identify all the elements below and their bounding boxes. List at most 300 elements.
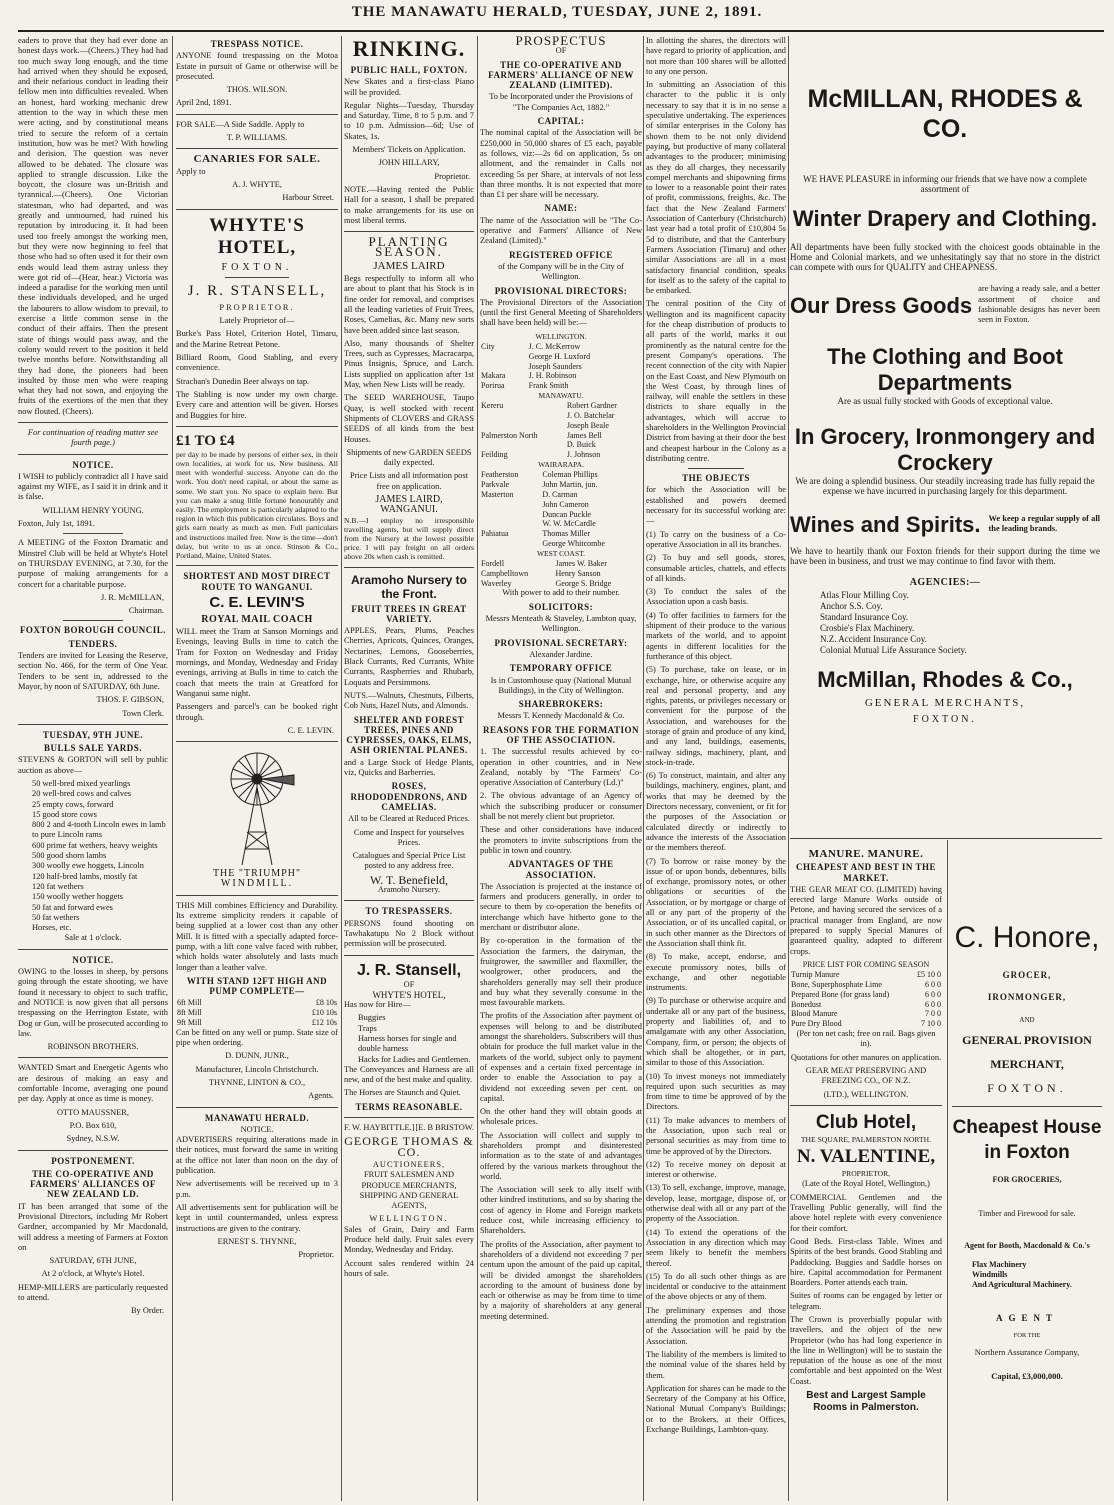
honore-title: C. Honore, bbox=[954, 921, 1100, 954]
director-name: Frank Smith bbox=[528, 381, 569, 391]
object-item: (15) To do all such other things as are incidental or conducive to the attainment of the above objects or any of them. bbox=[646, 1271, 786, 1302]
mill-size: 6ft Mill bbox=[177, 998, 202, 1008]
benfield-place: Aramoho Nursery. bbox=[377, 885, 441, 895]
route-heading: SHORTEST AND MOST DIRECT ROUTE TO WANGANUI. bbox=[183, 571, 331, 592]
laird-name: JAMES LAIRD, bbox=[375, 493, 443, 505]
table-row bbox=[480, 529, 642, 539]
laird-name: JAMES LAIRD bbox=[373, 259, 445, 272]
table-row bbox=[790, 980, 942, 990]
incorporated-text: To be Incorporated under the Provisions of "The Companies Act, 1882." bbox=[489, 92, 633, 112]
wanted-address: P.O. Box 610, bbox=[69, 1120, 117, 1130]
agency-item: Standard Insurance Coy. bbox=[820, 612, 909, 623]
valentine-late: (Late of the Royal Hotel, Wellington,) bbox=[802, 1179, 930, 1189]
advantages-text: The Association will collect and supply to shareholders prompt and disinterested information as to the state of and advantages offered by the various markets throughout the world. bbox=[480, 1130, 642, 1181]
article-text: eaders to prove that they had ever done an honest days work.—(Cheers.) They had had too much sway long enough, and the time had arrived when they should be exposed, and their nefarious conduct in leading their fellow men into difficulties revealed. When an honest, hard working mechanic drew attention to the way in which these men were acting, and by constitutional means tried to secure the reform of a certain institution, how was he met? With howling and derision. The question was never allowed to be debated. The closure was applied to strangle discussion. Like the boycott, the closure was un-British and tyrannical.—(Cheers). One Victorian statesman, who had departed, and was greatly and unmourned, had ruined his reputation by introducing it. It had been used too freely amongst the working men, but they were now beginning to feel that those who had so often used it for their own ends would lead them astray unless they were got rid of—(Hear, hear.) Victoria was indeed a paradise for the working men until these individuals developed, and he urged the labourers to allow wisdom to prevail, to exercise a little common sense in the conduct of their affairs. Then the present state of things would pass away, and the colony would revert to the position it held twelve months before. Notwithstanding all they had done, the pioneers had been insulted by those men who were reaping what they had not sown, and enjoying the fruits of the exertions of the men that they now flouted. (Cheers). bbox=[18, 36, 168, 416]
reasons-text: 2. The obvious advantage of an Agency of which the subscribing producer or consumer shall be not merely client but proprietor. bbox=[480, 791, 642, 822]
hall-heading: PUBLIC HALL, FOXTON. bbox=[350, 65, 468, 75]
whytes-label: WHYTE'S HOTEL, bbox=[372, 989, 446, 1000]
wines-row bbox=[790, 511, 1100, 538]
table-row bbox=[480, 401, 642, 411]
money-text: per day to be made by persons of either sex, in their own localities, at work for us. New business. All meet with wonderful success. Anyone can do the work. You don't need capital, or about the same as some. We start you. No space to explain here. But you can make a snug little fortune honourably and easily. The employment is particularly adapted to the region in which this publication circulates. Boys and girls earn nearly as much as men. Full particulars and instructions mailed free. Now is the time—don't delay, but write to us at once. Stinson & Co., Portland, Maine, United States. bbox=[176, 449, 338, 561]
merchant-label: MERCHANT, bbox=[990, 1057, 1064, 1072]
cheapest-heading: CHEAPEST AND BEST IN THE MARKET. bbox=[795, 862, 937, 883]
foxton-label: FOXTON. bbox=[987, 1081, 1067, 1096]
grocery-text: We are doing a splendid business. Our steadily increasing trade has fully repaid the expense we have incurred in purchasing largely for this department. bbox=[795, 475, 1095, 497]
trespass-date: April 2nd, 1891. bbox=[176, 98, 232, 108]
agent-label: AGENT bbox=[995, 1312, 1058, 1323]
advantages-text: By co-operation in the formation of the Association the farmers, the dairyman, the fruitgrower, the sawmiller and flaxmiller, the woolgrower, other producers, and the shareholders generally may sell their produce and buy what they severally consume in the most favourable markets. bbox=[480, 936, 642, 1008]
tenders-text: Tenders are invited for Leasing the Reserve, section No. 466, for the term of One Year. Tenders to be sent in, addressed to the Mayor, by noon of SATURDAY, 6th June. bbox=[18, 651, 168, 691]
table-row bbox=[480, 450, 642, 460]
partners-line bbox=[344, 1123, 474, 1133]
postponement-text: IT has been arranged that some of the Provisional Directors, including Mr Robert Gardner, accompanied by Mr Macdonald, will address a meeting of Farmers at Foxton on bbox=[18, 1201, 168, 1252]
divider bbox=[18, 454, 168, 455]
levin-title: C. E. LEVIN'S bbox=[209, 593, 305, 611]
trespassers-text: PERSONS found shooting on Tawhakatupu No 2 Block without permission will be prosecuted. bbox=[344, 918, 474, 949]
director-place: Waverley bbox=[481, 578, 512, 588]
sale-place: BULLS SALE YARDS. bbox=[43, 743, 143, 754]
office-heading: REGISTERED OFFICE bbox=[509, 249, 613, 260]
meeting-signature: J. R. McMILLAN, bbox=[100, 592, 164, 602]
sale-item: Horses, etc. bbox=[32, 923, 72, 933]
director-name: Coleman Phillips bbox=[542, 470, 598, 480]
sale-date: TUESDAY, 9TH JUNE. bbox=[42, 729, 144, 740]
benfield-name: W. T. Benefield, bbox=[369, 872, 449, 887]
catalogues-text: Catalogues and Special Price List posted to any address free. bbox=[352, 851, 466, 871]
director-place: Fordell bbox=[481, 559, 505, 569]
rink-nights: Regular Nights—Tuesday, Thursday and Saturday. Time, 8 to 5 p.m. and 7 to 10 p.m. Admission—6d; Use of Skates, 1s. bbox=[344, 100, 474, 141]
region-heading: MANAWATU. bbox=[538, 391, 584, 400]
windmill-title: WINDMILL. bbox=[220, 878, 294, 890]
divider bbox=[176, 1107, 338, 1108]
manure-item: Blood Manure bbox=[791, 1009, 838, 1019]
director-place: Palmerston North bbox=[481, 430, 538, 440]
mill-price: £10 10s bbox=[311, 1008, 337, 1018]
proprietor-name: J. R. STANSELL, bbox=[187, 282, 327, 299]
coach-text: WILL meet the Tram at Sanson Mornings and Evenings, leaving Bulls in time to catch the Tram for Foxton on Wednesday and Friday mornings, and Monday, Wednesday and Friday evenings, arriving at Bulls in time to catch the coach that meets the train at Greatford for Wanganui same night. bbox=[176, 627, 338, 698]
hillary-name: JOHN HILLARY, bbox=[378, 158, 440, 168]
divider bbox=[18, 1150, 168, 1151]
thynne-role: Agents. bbox=[308, 1091, 334, 1101]
director-place bbox=[480, 440, 566, 450]
sale-item: 25 empty cows, forward bbox=[32, 799, 114, 809]
table-row bbox=[480, 421, 642, 431]
hotel-town: FOXTON. bbox=[221, 261, 293, 273]
office-text: of the Company will be in the City of Wellington. bbox=[498, 261, 624, 282]
per-ton-text: (Per ton net cash; free on rail. Bags given in). bbox=[796, 1029, 936, 1049]
table-row bbox=[480, 519, 642, 529]
notice-date: Foxton, July 1st, 1891. bbox=[18, 519, 95, 529]
temp-office-text: Is in Customhouse quay (National Mutual Buildings), in the City of Wellington. bbox=[490, 675, 632, 695]
of-label: OF bbox=[555, 46, 567, 56]
manure-item: Turnip Manure bbox=[791, 970, 840, 980]
terms-heading: TERMS REASONABLE. bbox=[355, 1101, 463, 1112]
director-name: John Martin, jun. bbox=[542, 480, 598, 490]
timber-label: Timber and Firewood for sale. bbox=[978, 1209, 1076, 1219]
column-divider bbox=[477, 36, 478, 1501]
reasons-text: 1. The successful results achieved by co-operation in other countries, and in New Zealand, notably by "The Farmers' Co-operative Association of Canterbury (Ld.)" bbox=[480, 747, 642, 788]
honore-advert bbox=[952, 920, 1102, 1490]
notice-signature: ROBINSON BROTHERS. bbox=[47, 1042, 139, 1052]
stansell-title: J. R. Stansell, bbox=[356, 961, 462, 979]
director-name: W. W. McCardle bbox=[542, 519, 596, 529]
postponement-heading: POSTPONEMENT. bbox=[51, 1155, 135, 1166]
fitted-text: Can be fitted on any well or pump. State size of pipe when ordering. bbox=[176, 1027, 338, 1048]
prelim-text: The preliminary expenses and those attending the promotion and registration of the Association will be paid by the Association. bbox=[646, 1305, 786, 1346]
mill-size: 9ft Mill bbox=[177, 1017, 202, 1027]
objects-text: for which the Association will be established and powers deemed necessary for its successful working are:— bbox=[646, 485, 786, 526]
sales-text: Sales of Grain, Dairy and Farm Produce held daily. Fruit sales every Monday, Wednesday and Friday. bbox=[344, 1224, 474, 1255]
object-item: (3) To conduct the sales of the Association upon a cash basis. bbox=[646, 587, 786, 607]
divider bbox=[18, 724, 168, 725]
gear-company-sub: (LTD.), WELLINGTON. bbox=[823, 1089, 909, 1099]
mill-price-table bbox=[176, 998, 338, 1027]
sale-item: 50 fat and forward ewes bbox=[32, 902, 113, 912]
northern-label: Northern Assurance Company, bbox=[974, 1347, 1080, 1358]
object-item: (10) To invest moneys not immediately required upon such securities as may from time to time be approved of by the Directors. bbox=[646, 1071, 786, 1112]
fruit-heading: FRUIT TREES IN GREAT VARIETY. bbox=[351, 603, 467, 624]
meeting-role: Chairman. bbox=[128, 606, 164, 616]
column-divider bbox=[341, 36, 342, 1501]
director-name: D. Buick bbox=[566, 440, 596, 450]
director-place: Makara bbox=[481, 371, 506, 381]
square-label: THE SQUARE, PALMERSTON NORTH. bbox=[800, 1134, 932, 1144]
canaries-signature: A. J. WHYTE, bbox=[232, 179, 282, 189]
table-row bbox=[480, 539, 642, 549]
director-name: D. Carman bbox=[542, 489, 578, 499]
wines-title: Wines and Spirits. bbox=[790, 511, 981, 537]
object-item: (13) To sell, exchange, improve, manage, develop, lease, mortgage, dispose of, or otherwise deal with all or any part of the property of the Association. bbox=[646, 1183, 786, 1224]
applications-text: Application for shares can be made to the Secretary of the Company at his Office, National Mutual Company's Buildings; or to the Brokers, at their Offices, Exchange Buildings, Lambton-quay. bbox=[646, 1383, 786, 1434]
manure-price: 7 10 0 bbox=[921, 1019, 941, 1029]
director-name: J. C. McKerrow bbox=[528, 342, 581, 352]
notice-heading: NOTICE. bbox=[72, 459, 114, 470]
beds-text: Good Beds. First-class Table. Wines and Spirits of the best brands. Good Stabling and Paddocking. Buggies and Saddle horses on hire. Capital accommodation for Permanent Boarders. Porter attends each train. bbox=[790, 1236, 942, 1288]
meeting-text: A MEETING of the Foxton Dramatic and Minstrel Club will be held at Whyte's Hotel on THURSDAY EVENING, at 7.30, for the purpose of making arrangements for a concert for a charitable purpose. bbox=[18, 538, 168, 589]
herald-notice: NOTICE. bbox=[240, 1124, 274, 1134]
fruit-text: APPLES, Pears, Plums, Peaches Cherries, Apricots, Quinces, Oranges, Nectarines, Lemons, Gooseberries, Black Currants, Red Currants, White Currants, Raspberries and Rhubarb, Loquats and Persimmons. bbox=[344, 626, 474, 687]
notice-text: I WISH to publicly contradict all I have said against my WIFE, as I said it in drink and it is false. bbox=[18, 471, 168, 502]
divider bbox=[176, 114, 338, 115]
divider bbox=[18, 949, 168, 950]
shelter-text: Also, many thousands of Shelter Trees, such as Cypresses, Macracarpa, Pinus Insignis, Spruce, and Larch. Lists supplied on application after 1st May, when New Lists will be ready. bbox=[344, 338, 474, 390]
clothing-title: The Clothing and Boot Departments bbox=[827, 343, 1063, 395]
brokers-heading: SHAREBROKERS: bbox=[518, 699, 604, 710]
directors-heading: PROVISIONAL DIRECTORS: bbox=[494, 285, 628, 296]
fruit-sales-text: FRUIT SALESMEN AND PRODUCE MERCHANTS, SHIPPING AND GENERAL AGENTS, bbox=[359, 1170, 459, 1211]
object-item: (8) To make, accept, endorse, and execute promissory notes, bills of exchange, and other negotiable instruments. bbox=[646, 952, 786, 993]
for-the-label: FOR THE bbox=[1013, 1331, 1041, 1339]
agency-item: Anchor S.S. Coy. bbox=[820, 601, 883, 612]
dress-title: Our Dress Goods bbox=[790, 292, 973, 318]
mill-price: £8 10s bbox=[315, 998, 337, 1008]
booth-agent: Agent for Booth, Macdonald & Co.'s bbox=[964, 1241, 1090, 1251]
table-row bbox=[480, 480, 642, 490]
dunn-address: Manufacturer, Lincoln Christchurch. bbox=[195, 1064, 319, 1074]
column-divider bbox=[172, 36, 173, 1501]
table-row bbox=[790, 990, 942, 1000]
table-row bbox=[176, 1008, 338, 1018]
divider bbox=[18, 422, 168, 423]
director-place: Feilding bbox=[481, 450, 508, 460]
director-place bbox=[480, 352, 528, 362]
suites-text: Suites of rooms can be engaged by letter or telegram. bbox=[790, 1291, 942, 1311]
reasons-text: These and other considerations have induced the promoters to invite subscriptions from the public in town and country. bbox=[480, 825, 642, 855]
divider bbox=[176, 565, 338, 566]
director-name: George H. Luxford bbox=[528, 351, 591, 361]
divider bbox=[176, 148, 338, 149]
manure-title: MANURE. MANURE. bbox=[808, 848, 924, 860]
tenders-role: Town Clerk. bbox=[122, 708, 164, 718]
billiard-text: Billiard Room, Good Stabling, and every convenience. bbox=[176, 353, 338, 373]
object-item: (9) To purchase or otherwise acquire and undertake all or any part of the business, property and liabilities of, and to amalgamate with any other Association, Company, firm, or person; the objects of which shall be altogether, or in part, similar to those of this Association. bbox=[646, 996, 786, 1068]
triumph-title: THE "TRIUMPH" bbox=[212, 868, 302, 880]
dress-text: are having a ready sale, and a better assortment of choice and fashionable designs has never been seen in Foxton. bbox=[978, 284, 1100, 325]
sale-time: Sale at 1 o'clock. bbox=[64, 933, 122, 943]
lately-text: Burke's Pass Hotel, Criterion Hotel, Timaru, and the Marine Retreat Petone. bbox=[176, 329, 338, 349]
stabling-text: The Stabling is now under my own charge. Every care and attention will be given. Horses and Buggies for hire. bbox=[176, 389, 338, 420]
directors-table bbox=[480, 470, 642, 548]
divider bbox=[344, 231, 474, 232]
cheapest-title: Cheapest House in Foxton bbox=[952, 1116, 1102, 1163]
prospectus-title: PROSPECTUS bbox=[515, 36, 607, 48]
accounts-text: Account sales rendered within 24 hours of sale. bbox=[344, 1258, 474, 1278]
sale-item: 300 woolly ewe hoggets, Lincoln bbox=[32, 861, 144, 871]
divider bbox=[225, 277, 290, 278]
manure-price: 6 0 0 bbox=[925, 989, 941, 999]
postponement-subheading: THE CO-OPERATIVE AND FARMERS' ALLIANCES OF NEW ZEALAND LD. bbox=[30, 1168, 156, 1200]
aramoho-title: Aramoho Nursery to the Front. bbox=[350, 572, 468, 601]
coach-signature: C. E. LEVIN. bbox=[287, 725, 334, 735]
divider bbox=[63, 533, 123, 534]
manure-price: 6 0 0 bbox=[925, 999, 941, 1009]
rink-text: New Skates and a first-class Piano will be provided. bbox=[344, 77, 474, 97]
table-row bbox=[480, 431, 642, 441]
postponement-signature: By Order. bbox=[130, 1306, 164, 1316]
column-divider bbox=[788, 36, 789, 1501]
manure-item: Bonedust bbox=[791, 999, 822, 1009]
agency-item: Atlas Flour Milling Coy. bbox=[820, 590, 909, 601]
coach-parcels: Passengers and parcel's can be booked right through. bbox=[176, 702, 338, 722]
crown-text: The Crown is proverbially popular with travellers, and the object of the new Proprietor (who has had long experience in the line in Wellington) will be to sustain the reputation of the house as one of the most comfortable and best appointed on the West Coast. bbox=[790, 1314, 942, 1386]
mcmillan-advert bbox=[790, 36, 1100, 836]
table-row bbox=[790, 1019, 942, 1029]
nuts-text: NUTS.—Walnuts, Chestnuts, Filberts, Cob Nuts, Hazel Nuts, and Almonds. bbox=[344, 690, 474, 711]
director-name: Joseph Saunders bbox=[528, 361, 582, 371]
object-item: (11) To make advances to members of the Association, upon such real or personal securities as may from time to time be approved of by the Directors. bbox=[646, 1115, 786, 1156]
mcmillan-title: McMILLAN, RHODES & CO. bbox=[807, 85, 1083, 143]
sale-item: 20 well-bred cows and calves bbox=[32, 789, 132, 799]
coop-heading: THE CO-OPERATIVE AND FARMERS' ALLIANCE OF NEW ZEALAND (LIMITED). bbox=[488, 59, 634, 91]
column-5 bbox=[646, 36, 786, 1501]
gear-text: THE GEAR MEAT CO. (LIMITED) having erected large Manure Works outside of Petone, and having secured the services of a practical manager from England, are now prepared to supply Special Manures of guaranteed quality, adapted to different crops. bbox=[790, 884, 942, 956]
advantages-text: The profits of the Association, after payment to shareholders of a dividend not exceeding 7 per centum upon the amount of the paid up capital, will be divided amongst the shareholders according to the amount of business done by each or otherwise as may be from time to time by a majority of shareholders at any general meeting determined. bbox=[480, 1239, 642, 1321]
divider bbox=[176, 741, 338, 742]
herald-text: ADVERTISERS requiring alterations made in their notices, must forward the same in writing at the office not later than noon on the day of publication. bbox=[176, 1135, 338, 1176]
wellington-label: WELLINGTON. bbox=[369, 1214, 449, 1224]
director-place bbox=[480, 519, 541, 529]
director-name: John Cameron bbox=[542, 499, 589, 509]
table-row bbox=[176, 1018, 338, 1028]
valentine-text: COMMERCIAL Gentlemen and the Travelling Public generally, will find the above hotel replete with every convenience for their comfort. bbox=[790, 1192, 942, 1233]
sample-rooms: Best and Largest Sample Rooms in Palmerston. bbox=[806, 1390, 926, 1414]
object-item: (5) To purchase, take on lease, or in exchange, hire, or otherwise acquire any real and personal property, and any rights, patents, or privileges necessary or convenient for the purpose of the Association, and warehouses for the storage of grain and produce of any kind, and any land, buildings, easements, railway sidings, machinery, plant, and stock-in-trade. bbox=[646, 665, 786, 767]
director-place: Campbelltown bbox=[481, 568, 529, 578]
manure-price: 6 0 0 bbox=[925, 980, 941, 990]
dress-row bbox=[790, 284, 1100, 325]
money-heading: £1 TO £4 bbox=[176, 432, 235, 449]
divider bbox=[344, 955, 474, 956]
auctioneers-label: AUCTIONEERS, bbox=[372, 1159, 446, 1169]
object-item: (7) To borrow or raise money by the issue of or upon bonds, debentures, bills of exchange, promissory notes, or other obligations or securities of the Association, or by mortgage or charge of all or any part of the property of the Association, or of its uncalled capital, or in such other manner as the Directors of the Association shall think fit. bbox=[646, 856, 786, 948]
name-heading: NAME: bbox=[544, 203, 578, 214]
general-provision: GENERAL PROVISION bbox=[962, 1032, 1092, 1047]
canaries-apply: Apply to bbox=[176, 166, 206, 176]
manure-price: £5 10 0 bbox=[917, 970, 941, 980]
director-name: Joseph Beale bbox=[566, 420, 609, 430]
column-1 bbox=[18, 36, 168, 1501]
winter-title: Winter Drapery and Clothing. bbox=[792, 205, 1098, 231]
mcmillan-sig: McMillan, Rhodes & Co., bbox=[817, 667, 1073, 693]
horses-text: The Horses are Staunch and Quiet. bbox=[344, 1088, 461, 1098]
masthead-rule bbox=[18, 30, 1104, 32]
director-name: J. Johnson bbox=[566, 450, 601, 460]
director-place: Featherston bbox=[481, 470, 519, 480]
section-rule bbox=[790, 838, 1102, 839]
director-name: George S. Bridge bbox=[555, 578, 612, 588]
trespass-heading: TRESPASS NOTICE. bbox=[210, 39, 304, 49]
solicitors-text: Messrs Menteath & Staveley, Lambton quay, Wellington. bbox=[485, 614, 637, 634]
sale-item: 50 well-bred mixed yearlings bbox=[32, 779, 131, 788]
sale-item: 600 prime fat wethers, heavy weights bbox=[32, 840, 158, 850]
rink-note: NOTE.—Having rented the Public Hall for a season, I shall be prepared to make arrangements for its use on most liberal terms. bbox=[344, 184, 474, 225]
object-item: (12) To receive money on deposit at interest or otherwise. bbox=[646, 1159, 786, 1180]
mill-text: THIS Mill combines Efficiency and Durability. Its extreme simplicity renders it capable of being supplied at a lower cost than any other Mill. It is fitted with a specially adapted force-pump, with a lift cone valve faced with rubber, which holds water absolutely and lasts much longer than a leather valve. bbox=[176, 900, 338, 972]
capital-label: Capital, £3,000,000. bbox=[991, 1371, 1063, 1382]
agricultural-label: And Agricultural Machinery. bbox=[972, 1280, 1072, 1290]
beer-text: Strachan's Dunedin Beer always on tap. bbox=[176, 376, 310, 386]
temp-office-heading: TEMPORARY OFFICE bbox=[509, 663, 613, 674]
trespass-text: ANYONE found trespassing on the Motoa Estate in pursuit of Game or otherwise will be prosecuted. bbox=[176, 51, 338, 81]
herald-signature: ERNEST S. THYNNE, bbox=[217, 1236, 297, 1246]
director-name: J. O. Batchelar bbox=[566, 411, 615, 421]
of-label: OF bbox=[403, 979, 415, 989]
agency-item: N.Z. Accident Insurance Coy. bbox=[820, 634, 927, 645]
director-place: Masterton bbox=[481, 489, 514, 499]
windmills-label: Windmills bbox=[972, 1269, 1008, 1279]
sale-item: 50 fat wethers bbox=[32, 912, 80, 922]
advantages-text: The profits of the Association after payment of expenses will belong to and be distributed amongst the shareholders. Subscribers will thus obtain for produce the full market value in the markets of the world, subject only to payment of expenses and a certain fixed percentage in order to enable the Association to pay a dividend not exceeding seven per cent. on capital. bbox=[480, 1011, 642, 1103]
planting-title: PLANTING SEASON. bbox=[368, 234, 450, 260]
hire-item: Traps bbox=[358, 1023, 377, 1033]
column-7 bbox=[790, 846, 942, 1496]
notice-text: OWING to the losses in sheep, by persons going through the estate shooting, we have found it necessary to object to such traffic, and NOTICE is now given that all persons trespassing on the Herrington Estate, with Dog or Gun, will be prosecuted according to law. bbox=[18, 967, 168, 1038]
table-row bbox=[480, 510, 642, 520]
object-item: (6) To construct, maintain, and alter any buildings, machinery, engines, plant, and works that may be deemed by the Directors necessary, convenient, or fit for the purposes of the Association or calculated directly or indirectly to advance the interests of the Association or the members thereof. bbox=[646, 771, 786, 853]
price-list-heading: PRICE LIST FOR COMING SEASON bbox=[802, 959, 930, 969]
masthead: THE MANAWATU HERALD, TUESDAY, JUNE 2, 1891. bbox=[351, 4, 763, 20]
table-row bbox=[480, 362, 642, 372]
object-item: (1) To carry on the business of a Co-operative Association in all its branches. bbox=[646, 529, 786, 549]
region-heading: WEST COAST. bbox=[536, 548, 586, 558]
table-row bbox=[480, 500, 642, 510]
saddle-signature: T. P. WILLIAMS. bbox=[226, 133, 288, 143]
advantages-text: The Association is projected at the instance of farmers and producers generally, in order to secure to them by co-operation the benefits of interchange which have hitherto gone to the merchant or distributor alone. bbox=[480, 881, 642, 933]
power-text: With power to add to their number. bbox=[502, 588, 620, 598]
george-title: GEORGE THOMAS & CO. bbox=[344, 1134, 474, 1159]
cleared-text: All to be Cleared at Reduced Prices. bbox=[348, 814, 470, 824]
table-row bbox=[790, 1009, 942, 1019]
hire-heading: Has now for Hire— bbox=[344, 1000, 411, 1010]
general-merchants: GENERAL MERCHANTS, bbox=[864, 697, 1026, 710]
forest-heading: SHELTER AND FOREST TREES, PINES AND CYPRESSES, OAKS, ELMS, ASH ORIENTAL PLANES. bbox=[346, 714, 472, 756]
column-divider bbox=[643, 36, 644, 1501]
sale-item: 15 good store cows bbox=[32, 809, 97, 819]
seed-text: The SEED WAREHOUSE, Taupo Quay, is well stocked with recent Shipments of CLOVERS and GRASS SEEDS of all kinds from the best Houses. bbox=[344, 393, 474, 444]
advantages-heading: ADVANTAGES OF THE ASSOCIATION. bbox=[508, 859, 614, 880]
director-name: James W. Baker bbox=[555, 559, 607, 569]
divider bbox=[176, 895, 338, 896]
director-place: Kereru bbox=[481, 401, 504, 411]
director-name: James Bell bbox=[566, 430, 602, 440]
herald-heading: MANAWATU HERALD. bbox=[204, 1112, 310, 1123]
tenders-heading: TENDERS. bbox=[68, 638, 118, 649]
hire-item: Buggies bbox=[358, 1013, 386, 1023]
table-row bbox=[480, 411, 642, 421]
director-place bbox=[480, 362, 528, 372]
gear-company: GEAR MEAT PRESERVING AND FREEZING CO., OF N.Z. bbox=[805, 1065, 927, 1086]
sale-intro: STEVENS & GORTON will sell by public auction as above— bbox=[18, 755, 168, 775]
directors-table bbox=[480, 401, 642, 460]
quotations-text: Quotations for other manures on application. bbox=[790, 1052, 942, 1062]
clothing-text: Are as usual fully stocked with Goods of exceptional value. bbox=[837, 395, 1053, 406]
notice-heading: NOTICE. bbox=[72, 954, 114, 965]
table-row bbox=[790, 970, 942, 980]
directors-table bbox=[480, 342, 642, 391]
wines-text: We keep a regular supply of all the leading brands. bbox=[988, 513, 1100, 534]
manure-price-table bbox=[790, 970, 942, 1029]
agencies-list bbox=[790, 590, 1100, 656]
thanks-text: We have to heartily thank our Foxton friends for their support during the time we have been in business, and trust we may continue to find favor with them. bbox=[790, 545, 1100, 566]
valentine-role: PROPRIETOR, bbox=[841, 1169, 891, 1179]
grocery-title: In Grocery, Ironmongery and Crockery bbox=[794, 423, 1096, 475]
nb-text: N.B.—I employ no irresponsible travelling agents, but will supply direct from the Nursery at the lowest possible price. I will pay freight on all orders above 20s when cash is remitted. bbox=[344, 515, 474, 562]
column-3 bbox=[344, 36, 474, 1501]
wanted-signature: OTTO MAUSSNER, bbox=[57, 1107, 129, 1117]
name-text: The name of the Association will be "The Co-operative and Farmers' Alliance of New Zealand (Limited)." bbox=[480, 215, 642, 246]
divider bbox=[63, 620, 123, 621]
director-place bbox=[480, 510, 541, 520]
solicitors-heading: SOLICITORS: bbox=[528, 601, 594, 612]
departments-text: All departments have been fully stocked with the choicest goods obtainable in the Home and Colonial markets, and we unhesitatingly say that no store in the district can compete with ours for QUALITY and CHEAPNESS. bbox=[790, 241, 1100, 273]
notice-signature: WILLIAM HENRY YOUNG. bbox=[42, 505, 144, 515]
dunn-name: D. DUNN, JUNR., bbox=[225, 1051, 289, 1061]
agencies-heading: AGENCIES:— bbox=[909, 577, 981, 589]
herald-text: All advertisements sent for publication will be kept in until countermanded, unless express instructions are given to the contrary. bbox=[176, 1202, 338, 1233]
stand-heading: WITH STAND 12FT HIGH AND PUMP COMPLETE— bbox=[186, 975, 328, 997]
laird-text: Begs respectfully to inform all who are about to plant that his Stock is in fine order for removal, and comprises all the leading varieties of Fruit Trees, Roses, Camelias, &c. Many new sorts have been added since last season. bbox=[344, 274, 474, 335]
pleasure-text: WE HAVE PLEASURE in informing our friends that we have now a complete assortment of bbox=[803, 174, 1087, 195]
wanted-address: Sydney, N.S.W. bbox=[66, 1134, 120, 1144]
table-row bbox=[480, 579, 642, 589]
come-text: Come and Inspect for yourselves Prices. bbox=[353, 827, 465, 847]
partner-name: F. W. HAYBITTLE.] bbox=[344, 1123, 415, 1133]
hillary-role: Proprietor. bbox=[434, 171, 470, 181]
secretary-text: Alexander Jardine. bbox=[529, 649, 593, 659]
director-place: Porirua bbox=[481, 381, 505, 391]
trespassers-heading: TO TRESPASSERS. bbox=[365, 906, 453, 917]
manure-price: 7 0 0 bbox=[925, 1009, 941, 1019]
